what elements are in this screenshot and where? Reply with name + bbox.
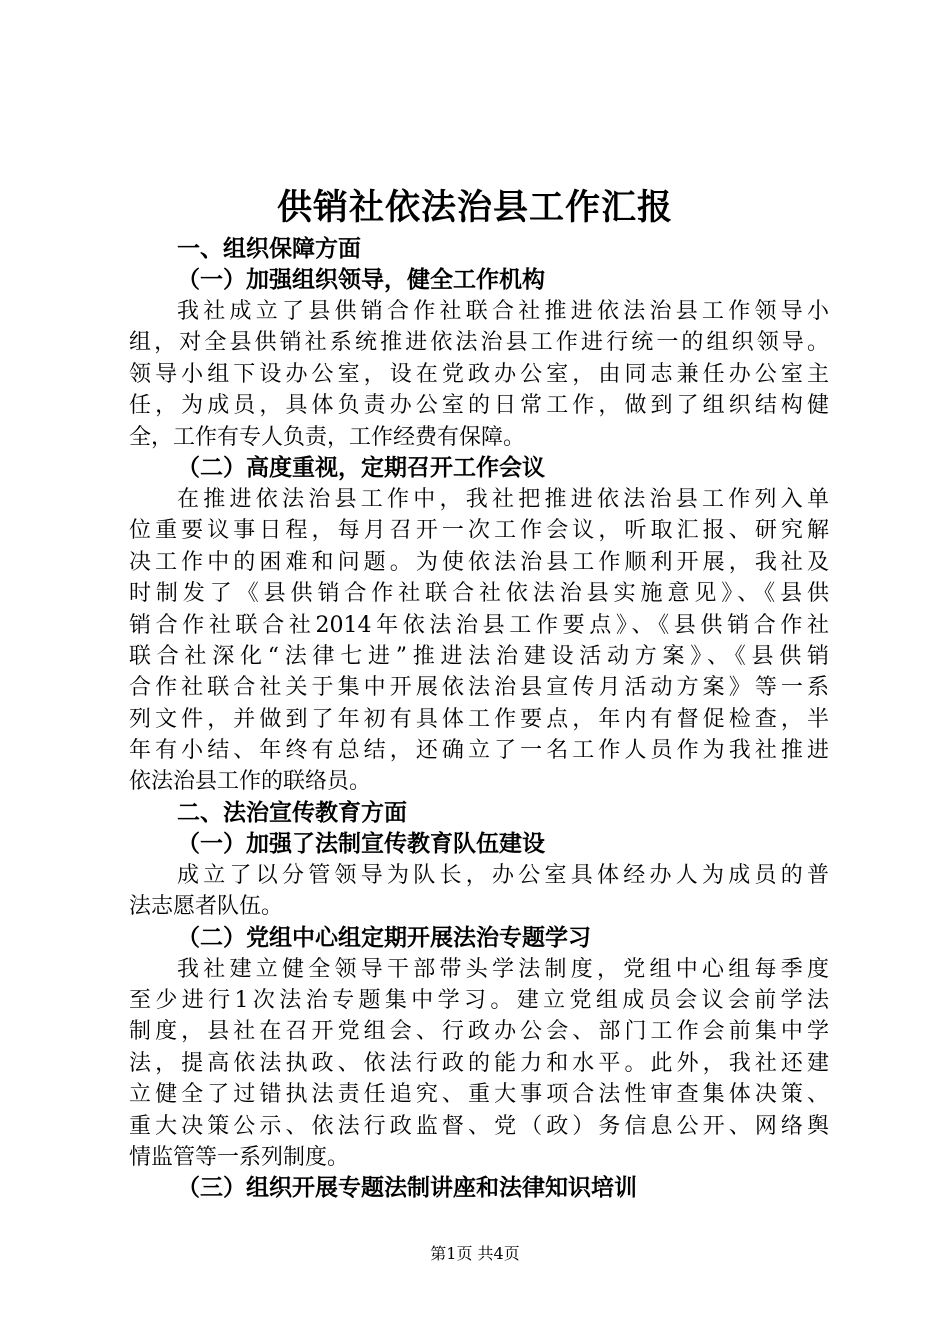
paragraph-line: 成立了以分管领导为队长，办公室具体经办人为成员的普 [177, 862, 829, 888]
section-heading-2: 二、法治宣传教育方面 [177, 799, 407, 826]
paragraph-line: 合作社联合社关于集中开展依法治县宣传月活动方案》等一系 [129, 675, 829, 701]
subsection-heading-1-1: （一）加强组织领导，健全工作机构 [177, 267, 545, 293]
paragraph-line: 时制发了《县供销合作社联合社依法治县实施意见》、《县供 [129, 581, 829, 607]
paragraph-line: 法，提高依法执政、依法行政的能力和水平。此外，我社还建 [129, 1050, 829, 1076]
subsection-heading-2-2: （二）党组中心组定期开展法治专题学习 [177, 924, 591, 951]
paragraph-line: 法志愿者队伍。 [129, 894, 284, 920]
document-body [129, 234, 829, 1204]
paragraph [129, 296, 829, 453]
paragraph-line: 在推进依法治县工作中，我社把推进依法治县工作列入单 [177, 486, 829, 512]
paragraph-line: 列文件，并做到了年初有具体工作要点，年内有督促检查，半 [129, 706, 829, 732]
subsection-heading-1-2: （二）高度重视，定期召开工作会议 [177, 454, 545, 481]
paragraph-line: 任，为成员，具体负责办公室的日常工作，做到了组织结构健 [129, 393, 829, 419]
paragraph [129, 484, 829, 798]
paragraph-line: 联合社深化“法律七进”推进法治建设活动方案》、《县供销 [129, 643, 829, 669]
paragraph-line: 至少进行1次法治专题集中学习。建立党组成员会议会前学法 [129, 988, 829, 1014]
paragraph-line: 位重要议事日程，每月召开一次工作会议，听取汇报、研究解 [129, 518, 829, 544]
paragraph-line: 我社成立了县供销合作社联合社推进依法治县工作领导小 [177, 299, 829, 324]
document-title: 供销社依法治县工作汇报 [276, 187, 673, 228]
paragraph-line: 我社建立健全领导干部带头学法制度，党组中心组每季度 [177, 956, 829, 982]
paragraph-line: 年有小结、年终有总结，还确立了一名工作人员作为我社推进 [129, 738, 829, 764]
paragraph-line: 立健全了过错执法责任追究、重大事项合法性审查集体决策、 [129, 1082, 829, 1108]
subsection-heading-2-1: （一）加强了法制宣传教育队伍建设 [177, 830, 545, 857]
paragraph-line: 重大决策公示、依法行政监督、党（政）务信息公开、网络舆 [129, 1113, 829, 1139]
paragraph-line: 制度，县社在召开党组会、行政办公会、部门工作会前集中学 [129, 1019, 829, 1045]
paragraph-line: 依法治县工作的联络员。 [129, 769, 372, 795]
paragraph-line: 全，工作有专人负责，工作经费有保障。 [129, 424, 526, 450]
page-footer: 第1页 共4页 [430, 1244, 520, 1263]
paragraph-line: 组，对全县供销社系统推进依法治县工作进行统一的组织领导。 [129, 330, 829, 356]
paragraph [129, 954, 829, 1174]
paragraph [129, 860, 829, 923]
paragraph-line: 销合作社联合社2014年依法治县工作要点》、《县供销合作社 [129, 612, 829, 638]
paragraph-line: 领导小组下设办公室，设在党政办公室，由同志兼任办公室主 [129, 361, 829, 387]
section-heading-1: 一、组织保障方面 [177, 236, 361, 262]
subsection-heading-2-3: （三）组织开展专题法制讲座和法律知识培训 [177, 1175, 637, 1202]
paragraph-line: 决工作中的困难和问题。为使依法治县工作顺利开展，我社及 [129, 549, 829, 575]
paragraph-line: 情监管等一系列制度。 [129, 1144, 350, 1170]
